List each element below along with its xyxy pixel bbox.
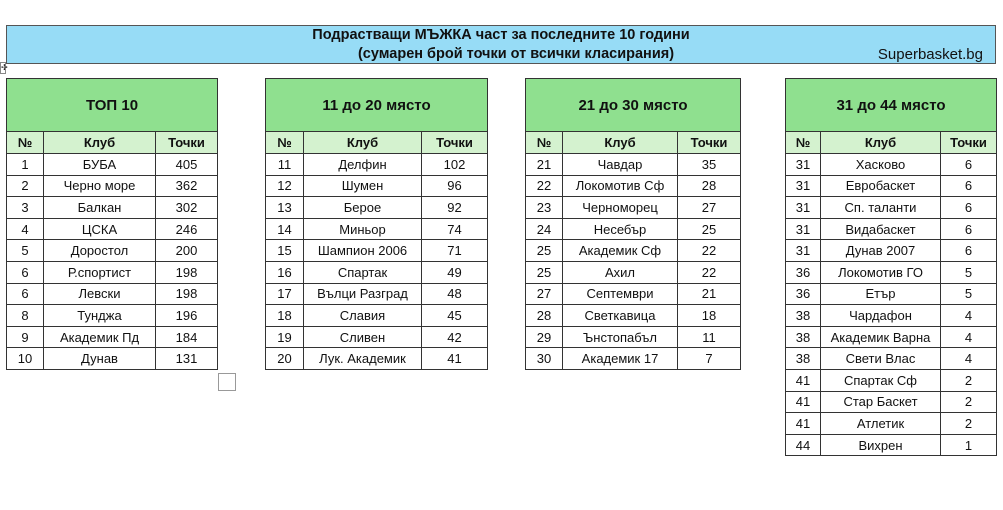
club-cell: Академик Пд bbox=[44, 326, 156, 348]
column-header-club: Клуб bbox=[304, 132, 422, 154]
club-cell: Чавдар bbox=[563, 154, 678, 176]
table-title: 31 до 44 място bbox=[786, 79, 997, 132]
points-cell: 35 bbox=[678, 154, 741, 176]
rank-cell: 25 bbox=[526, 261, 563, 283]
points-cell: 49 bbox=[422, 261, 488, 283]
table-row bbox=[786, 326, 997, 348]
points-cell: 246 bbox=[156, 218, 218, 240]
club-cell: Локомотив Сф bbox=[563, 175, 678, 197]
table-row bbox=[526, 348, 741, 370]
table-row bbox=[7, 283, 218, 305]
points-cell: 45 bbox=[422, 305, 488, 327]
table-row bbox=[266, 261, 488, 283]
table-row bbox=[7, 305, 218, 327]
club-cell: Чардафон bbox=[821, 305, 941, 327]
points-cell: 42 bbox=[422, 326, 488, 348]
club-cell: Шумен bbox=[304, 175, 422, 197]
column-header-club: Клуб bbox=[821, 132, 941, 154]
points-cell: 2 bbox=[941, 369, 997, 391]
club-cell: Септември bbox=[563, 283, 678, 305]
club-cell: Атлетик bbox=[821, 413, 941, 435]
club-cell: Светкавица bbox=[563, 305, 678, 327]
points-cell: 302 bbox=[156, 197, 218, 219]
ranking-table-top10 bbox=[6, 78, 218, 370]
points-cell: 2 bbox=[941, 391, 997, 413]
table-row bbox=[526, 261, 741, 283]
club-cell: Евробаскет bbox=[821, 175, 941, 197]
table-row bbox=[786, 154, 997, 176]
club-cell: Левски bbox=[44, 283, 156, 305]
rank-cell: 41 bbox=[786, 369, 821, 391]
points-cell: 5 bbox=[941, 283, 997, 305]
table-row bbox=[266, 154, 488, 176]
column-header-club: Клуб bbox=[563, 132, 678, 154]
rank-cell: 20 bbox=[266, 348, 304, 370]
rank-cell: 28 bbox=[526, 305, 563, 327]
rank-cell: 12 bbox=[266, 175, 304, 197]
points-cell: 96 bbox=[422, 175, 488, 197]
points-cell: 71 bbox=[422, 240, 488, 262]
points-cell: 74 bbox=[422, 218, 488, 240]
club-cell: Славия bbox=[304, 305, 422, 327]
rank-cell: 30 bbox=[526, 348, 563, 370]
table-row bbox=[526, 154, 741, 176]
rank-cell: 38 bbox=[786, 305, 821, 327]
club-cell: Берое bbox=[304, 197, 422, 219]
rank-cell: 23 bbox=[526, 197, 563, 219]
rank-cell: 6 bbox=[7, 283, 44, 305]
table-row bbox=[266, 305, 488, 327]
rank-cell: 36 bbox=[786, 283, 821, 305]
ranking-table-31-44 bbox=[785, 78, 997, 456]
rank-cell: 44 bbox=[786, 434, 821, 456]
resize-handle[interactable] bbox=[218, 373, 236, 391]
rank-cell: 4 bbox=[7, 218, 44, 240]
points-cell: 405 bbox=[156, 154, 218, 176]
rank-cell: 2 bbox=[7, 175, 44, 197]
table-row bbox=[266, 218, 488, 240]
points-cell: 25 bbox=[678, 218, 741, 240]
table-row bbox=[266, 197, 488, 219]
table-row bbox=[526, 305, 741, 327]
points-cell: 131 bbox=[156, 348, 218, 370]
table-row bbox=[266, 175, 488, 197]
ranking-table-21-30 bbox=[525, 78, 741, 370]
rank-cell: 16 bbox=[266, 261, 304, 283]
club-cell: Дунав 2007 bbox=[821, 240, 941, 262]
club-cell: Лук. Академик bbox=[304, 348, 422, 370]
table-row bbox=[266, 326, 488, 348]
column-header-points: Точки bbox=[156, 132, 218, 154]
club-cell: Ънстопабъл bbox=[563, 326, 678, 348]
points-cell: 6 bbox=[941, 197, 997, 219]
club-cell: Стар Баскет bbox=[821, 391, 941, 413]
rank-cell: 15 bbox=[266, 240, 304, 262]
table-title: 11 до 20 място bbox=[266, 79, 488, 132]
column-header-points: Точки bbox=[941, 132, 997, 154]
rank-cell: 38 bbox=[786, 326, 821, 348]
points-cell: 21 bbox=[678, 283, 741, 305]
points-cell: 196 bbox=[156, 305, 218, 327]
column-header-points: Точки bbox=[422, 132, 488, 154]
club-cell: Шампион 2006 bbox=[304, 240, 422, 262]
column-header-number: № bbox=[7, 132, 44, 154]
club-cell: Сливен bbox=[304, 326, 422, 348]
club-cell: Хасково bbox=[821, 154, 941, 176]
club-cell: Етър bbox=[821, 283, 941, 305]
rank-cell: 18 bbox=[266, 305, 304, 327]
club-cell: ЦСКА bbox=[44, 218, 156, 240]
points-cell: 92 bbox=[422, 197, 488, 219]
table-row bbox=[786, 240, 997, 262]
table-row bbox=[7, 175, 218, 197]
rank-cell: 27 bbox=[526, 283, 563, 305]
club-cell: Спартак Сф bbox=[821, 369, 941, 391]
rank-cell: 41 bbox=[786, 391, 821, 413]
table-row bbox=[786, 391, 997, 413]
points-cell: 6 bbox=[941, 240, 997, 262]
club-cell: Миньор bbox=[304, 218, 422, 240]
club-cell: БУБА bbox=[44, 154, 156, 176]
page-title: Подрастващи МЪЖКА част за последните 10 години bbox=[312, 27, 690, 43]
table-row bbox=[786, 175, 997, 197]
rank-cell: 29 bbox=[526, 326, 563, 348]
club-cell: Академик 17 bbox=[563, 348, 678, 370]
table-row bbox=[526, 175, 741, 197]
table-title: ТОП 10 bbox=[7, 79, 218, 132]
table-row bbox=[526, 197, 741, 219]
rank-cell: 5 bbox=[7, 240, 44, 262]
rank-cell: 8 bbox=[7, 305, 44, 327]
points-cell: 27 bbox=[678, 197, 741, 219]
club-cell: Спартак bbox=[304, 261, 422, 283]
points-cell: 198 bbox=[156, 283, 218, 305]
points-cell: 11 bbox=[678, 326, 741, 348]
club-cell: Балкан bbox=[44, 197, 156, 219]
table-row bbox=[526, 240, 741, 262]
rank-cell: 13 bbox=[266, 197, 304, 219]
points-cell: 5 bbox=[941, 261, 997, 283]
rank-cell: 11 bbox=[266, 154, 304, 176]
table-row bbox=[7, 197, 218, 219]
rank-cell: 36 bbox=[786, 261, 821, 283]
club-cell: Академик Варна bbox=[821, 326, 941, 348]
column-header-number: № bbox=[266, 132, 304, 154]
points-cell: 200 bbox=[156, 240, 218, 262]
rank-cell: 24 bbox=[526, 218, 563, 240]
rank-cell: 10 bbox=[7, 348, 44, 370]
club-cell: Сп. таланти bbox=[821, 197, 941, 219]
club-cell: Вълци Разград bbox=[304, 283, 422, 305]
table-row bbox=[786, 197, 997, 219]
table-row bbox=[786, 369, 997, 391]
rank-cell: 17 bbox=[266, 283, 304, 305]
rank-cell: 25 bbox=[526, 240, 563, 262]
table-row bbox=[526, 283, 741, 305]
club-cell: Несебър bbox=[563, 218, 678, 240]
table-row bbox=[786, 261, 997, 283]
anchor-icon[interactable]: ✢ bbox=[1, 63, 8, 72]
club-cell: Р.спортист bbox=[44, 261, 156, 283]
rank-cell: 14 bbox=[266, 218, 304, 240]
club-cell: Вихрен bbox=[821, 434, 941, 456]
points-cell: 2 bbox=[941, 413, 997, 435]
club-cell: Ахил bbox=[563, 261, 678, 283]
table-row bbox=[7, 154, 218, 176]
table-row bbox=[7, 261, 218, 283]
column-header-number: № bbox=[526, 132, 563, 154]
rank-cell: 21 bbox=[526, 154, 563, 176]
rank-cell: 41 bbox=[786, 413, 821, 435]
points-cell: 6 bbox=[941, 175, 997, 197]
table-row bbox=[7, 326, 218, 348]
rank-cell: 31 bbox=[786, 154, 821, 176]
points-cell: 4 bbox=[941, 326, 997, 348]
points-cell: 6 bbox=[941, 218, 997, 240]
club-cell: Тунджа bbox=[44, 305, 156, 327]
points-cell: 41 bbox=[422, 348, 488, 370]
table-row bbox=[786, 283, 997, 305]
rank-cell: 38 bbox=[786, 348, 821, 370]
club-cell: Локомотив ГО bbox=[821, 261, 941, 283]
points-cell: 4 bbox=[941, 348, 997, 370]
points-cell: 6 bbox=[941, 154, 997, 176]
club-cell: Делфин bbox=[304, 154, 422, 176]
club-cell: Доростол bbox=[44, 240, 156, 262]
points-cell: 18 bbox=[678, 305, 741, 327]
rank-cell: 9 bbox=[7, 326, 44, 348]
rank-cell: 31 bbox=[786, 218, 821, 240]
rank-cell: 31 bbox=[786, 175, 821, 197]
points-cell: 7 bbox=[678, 348, 741, 370]
rank-cell: 1 bbox=[7, 154, 44, 176]
club-cell: Видабаскет bbox=[821, 218, 941, 240]
page-subtitle: (сумарен брой точки от всички класирания) bbox=[357, 46, 675, 62]
site-label: Superbasket.bg bbox=[877, 46, 983, 63]
club-cell: Черноморец bbox=[563, 197, 678, 219]
points-cell: 48 bbox=[422, 283, 488, 305]
column-header-number: № bbox=[786, 132, 821, 154]
points-cell: 102 bbox=[422, 154, 488, 176]
club-cell: Черно море bbox=[44, 175, 156, 197]
points-cell: 22 bbox=[678, 240, 741, 262]
rank-cell: 6 bbox=[7, 261, 44, 283]
rank-cell: 22 bbox=[526, 175, 563, 197]
points-cell: 22 bbox=[678, 261, 741, 283]
table-row bbox=[266, 240, 488, 262]
table-row bbox=[786, 413, 997, 435]
table-row bbox=[786, 305, 997, 327]
points-cell: 4 bbox=[941, 305, 997, 327]
points-cell: 28 bbox=[678, 175, 741, 197]
table-row bbox=[786, 348, 997, 370]
points-cell: 1 bbox=[941, 434, 997, 456]
table-row bbox=[266, 348, 488, 370]
column-header-club: Клуб bbox=[44, 132, 156, 154]
table-row bbox=[526, 326, 741, 348]
table-row bbox=[266, 283, 488, 305]
points-cell: 362 bbox=[156, 175, 218, 197]
table-row bbox=[786, 434, 997, 456]
rank-cell: 3 bbox=[7, 197, 44, 219]
table-row bbox=[786, 218, 997, 240]
club-cell: Академик Сф bbox=[563, 240, 678, 262]
title-banner bbox=[6, 25, 996, 64]
table-row bbox=[7, 218, 218, 240]
rank-cell: 31 bbox=[786, 197, 821, 219]
table-row bbox=[7, 240, 218, 262]
rank-cell: 31 bbox=[786, 240, 821, 262]
club-cell: Дунав bbox=[44, 348, 156, 370]
table-row bbox=[7, 348, 218, 370]
club-cell: Свети Влас bbox=[821, 348, 941, 370]
table-title: 21 до 30 място bbox=[526, 79, 741, 132]
points-cell: 184 bbox=[156, 326, 218, 348]
column-header-points: Точки bbox=[678, 132, 741, 154]
rank-cell: 19 bbox=[266, 326, 304, 348]
points-cell: 198 bbox=[156, 261, 218, 283]
ranking-table-11-20 bbox=[265, 78, 488, 370]
table-row bbox=[526, 218, 741, 240]
